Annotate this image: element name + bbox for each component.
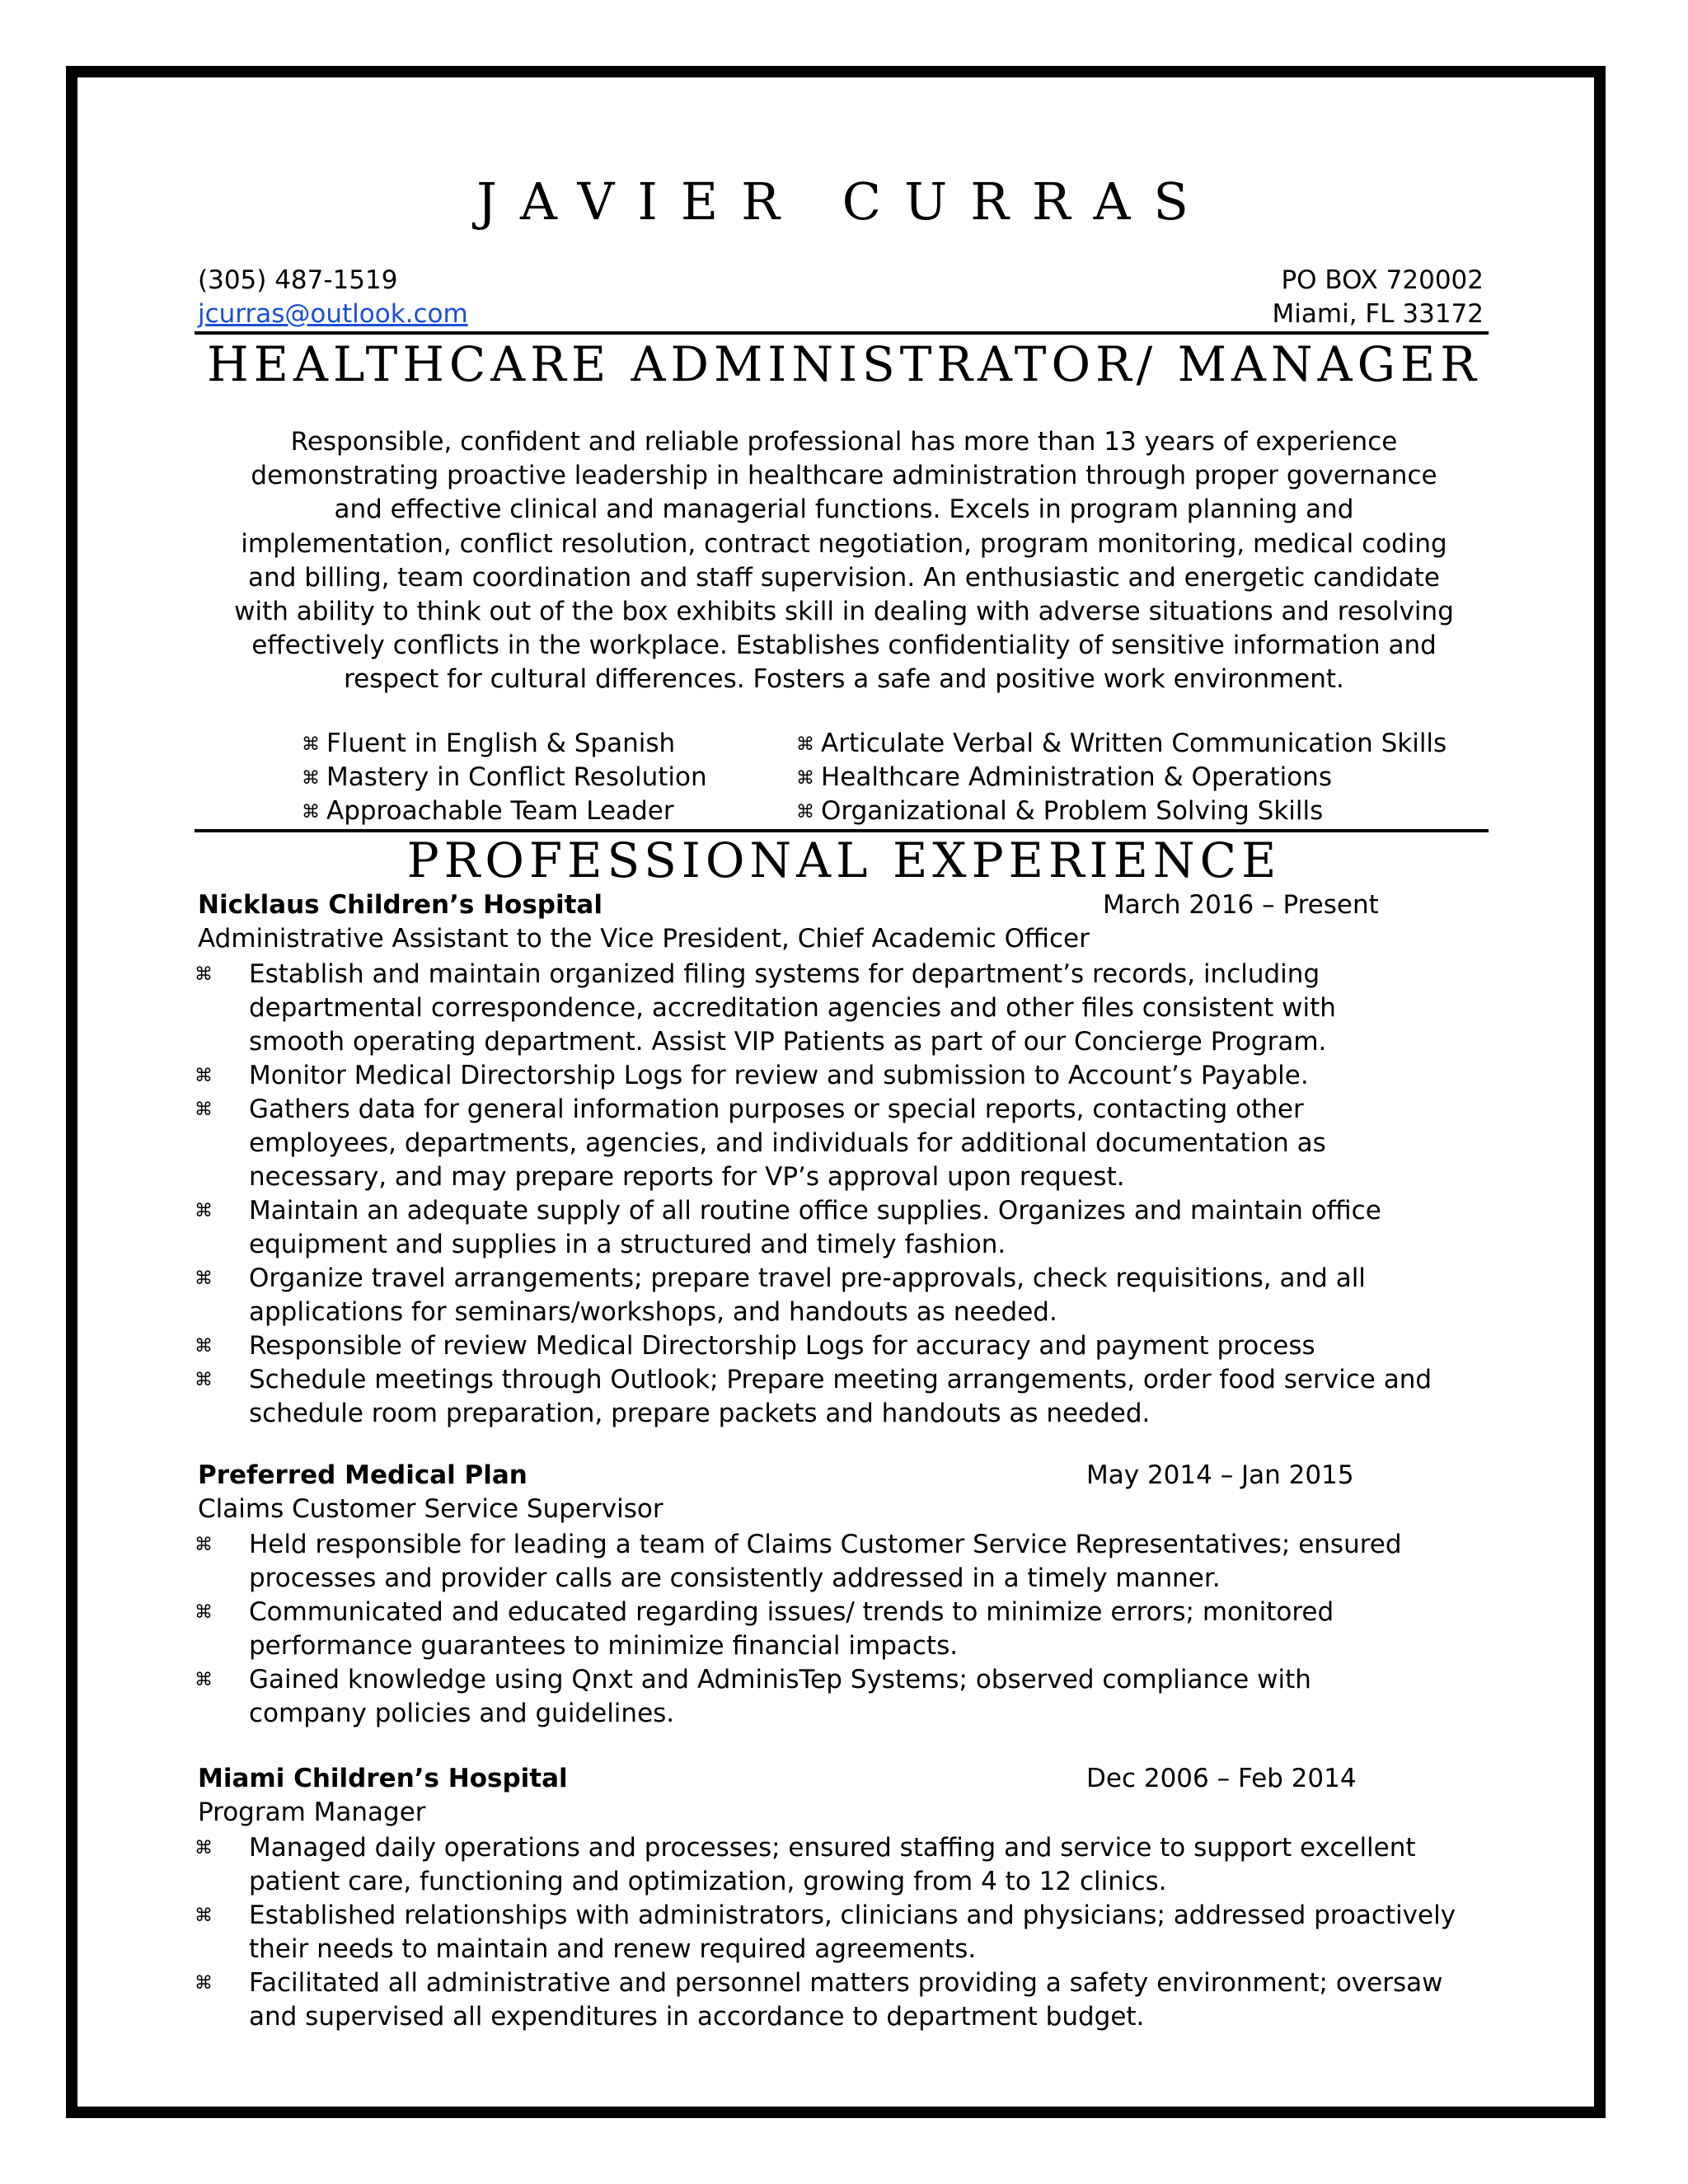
address-line-1: PO BOX 720002 (1281, 265, 1484, 295)
job-dates: May 2014 – Jan 2015 (1086, 1460, 1354, 1490)
bullet-icon: ⌘ (195, 964, 213, 985)
bullet-icon: ⌘ (796, 734, 814, 755)
bullet-icon: ⌘ (195, 1602, 213, 1623)
email-link[interactable]: jcurras@outlook.com (198, 299, 468, 329)
bullet-icon: ⌘ (195, 1535, 213, 1555)
skill-item: ⌘ Mastery in Conflict Resolution (302, 762, 707, 792)
bullet-icon: ⌘ (195, 1099, 213, 1120)
section-heading-experience: PROFESSIONAL EXPERIENCE (406, 832, 1282, 888)
skill-item: ⌘ Organizational & Problem Solving Skills (796, 796, 1324, 826)
summary-line: demonstrating proactive leadership in healthcare administration through proper governance (251, 461, 1437, 491)
skill-item: ⌘ Approachable Team Leader (302, 796, 674, 826)
bullet-icon: ⌘ (195, 1370, 213, 1390)
summary-line: and billing, team coordination and staff supervision. An enthusiastic and energetic candidate (248, 562, 1440, 593)
bullet-icon: ⌘ (195, 1066, 213, 1086)
job-dates: Dec 2006 – Feb 2014 (1086, 1764, 1357, 1793)
bullet-icon: ⌘ (796, 768, 814, 789)
bullet-icon: ⌘ (195, 1838, 213, 1858)
bullet-icon: ⌘ (195, 1268, 213, 1289)
summary-line: with ability to think out of the box exhibits skill in dealing with adverse situations and resolving (234, 597, 1454, 627)
address-line-2: Miami, FL 33172 (1272, 299, 1484, 329)
summary-line: respect for cultural differences. Fosters a safe and positive work environment. (344, 664, 1344, 695)
summary-line: effectively conflicts in the workplace. Establishes confidentiality of sensitive information and (251, 630, 1437, 661)
skill-item: ⌘ Fluent in English & Spanish (302, 729, 676, 758)
summary-line: Responsible, confident and reliable professional has more than 13 years of experience (290, 427, 1398, 457)
header-rule (195, 331, 1489, 335)
company-name: Miami Children’s Hospital (198, 1764, 568, 1793)
summary-line: and effective clinical and managerial functions. Excels in program planning and (334, 494, 1354, 525)
job-role: Program Manager (198, 1797, 426, 1827)
job-dates: March 2016 – Present (1103, 890, 1379, 920)
skill-item: ⌘ Healthcare Administration & Operations (796, 762, 1332, 792)
bullet-icon: ⌘ (195, 1973, 213, 1994)
bullet-icon: ⌘ (796, 802, 814, 823)
bullet-icon: ⌘ (302, 802, 320, 823)
job-role: Administrative Assistant to the Vice President, Chief Academic Officer (198, 924, 1090, 954)
resume-title: HEALTHCARE ADMINISTRATOR/ MANAGER (207, 336, 1481, 392)
bullet-icon: ⌘ (195, 1670, 213, 1690)
bullet-icon: ⌘ (302, 768, 320, 789)
skill-item: ⌘ Articulate Verbal & Written Communication Skills (796, 729, 1447, 758)
bullet-icon: ⌘ (195, 1336, 213, 1357)
bullet-icon: ⌘ (195, 1201, 213, 1221)
bullet-icon: ⌘ (195, 1905, 213, 1926)
applicant-name: JAVIER CURRAS (476, 171, 1212, 232)
job-role: Claims Customer Service Supervisor (198, 1494, 663, 1524)
phone-number: (305) 487-1519 (198, 265, 398, 295)
bullet-icon: ⌘ (302, 734, 320, 755)
company-name: Nicklaus Children’s Hospital (198, 890, 603, 920)
summary-paragraph (198, 425, 1490, 697)
company-name: Preferred Medical Plan (198, 1460, 528, 1490)
summary-line: implementation, conflict resolution, contract negotiation, program monitoring, medical coding (241, 528, 1447, 559)
